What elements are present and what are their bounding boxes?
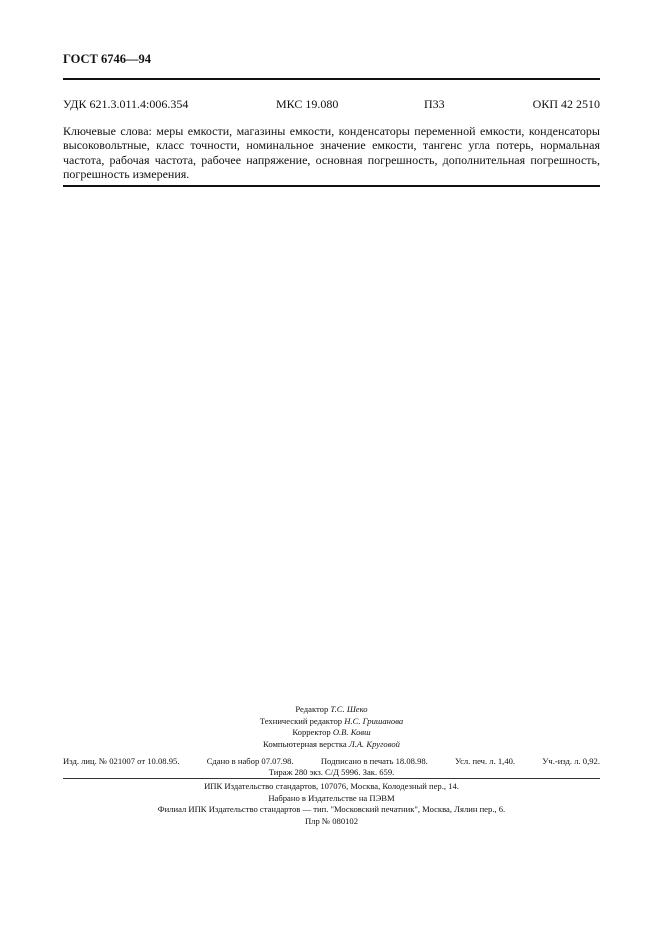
sheets-text: Усл. печ. л. 1,40. xyxy=(455,756,516,766)
license-text: Изд. лиц. № 021007 от 10.08.95. xyxy=(63,756,180,766)
run-text: Тираж 280 экз. С/Д 5996. Зак. 659. xyxy=(268,767,395,777)
okp-code: ОКП 42 2510 xyxy=(532,97,600,111)
imprint-line: Филиал ИПК Издательство стандартов — тип. "Московский печатник", Москва, Лялин пер., 6. xyxy=(157,804,506,814)
bottom-rule xyxy=(63,185,600,187)
edsheets-text: Уч.-изд. л. 0,92. xyxy=(542,756,600,766)
group-code: П33 xyxy=(424,97,445,111)
credit-proofreader: Корректор О.В. Ковш xyxy=(292,727,371,737)
credit-editor: Редактор Т.С. Шеко xyxy=(295,704,368,714)
sent-text: Сдано в набор 07.07.98. xyxy=(206,756,294,766)
udk-code: УДК 621.3.011.4:006.354 xyxy=(63,97,189,111)
standard-number: ГОСТ 6746—94 xyxy=(63,52,152,66)
top-rule xyxy=(63,78,600,80)
publishing-info xyxy=(63,756,600,778)
credits-block xyxy=(63,704,600,750)
signed-text: Подписано в печать 18.08.98. xyxy=(320,756,428,766)
mks-code: МКС 19.080 xyxy=(276,97,339,111)
imprint-divider xyxy=(63,778,600,779)
keywords-paragraph: Ключевые слова: меры емкости, магазины емкости, конденсаторы переменной емкости, конденсаторы высоковольтные, класс точности, номинальное значение емкости, тангенс угла потерь, нормальная частота, рабочая частота, рабочее напряжение, основная погрешность, дополнительная погрешность, погрешность измерения. xyxy=(63,124,600,182)
imprint-line: ИПК Издательство стандартов, 107076, Москва, Колодезный пер., 14. xyxy=(204,781,459,791)
imprint-line: Набрано в Издательстве на ПЭВМ xyxy=(268,792,395,803)
credit-layout: Компьютерная верстка Л.А. Круговой xyxy=(263,738,400,749)
imprint-line: Плр № 080102 xyxy=(304,815,359,826)
imprint-block xyxy=(63,781,600,827)
credit-tech-editor: Технический редактор Н.С. Гришанова xyxy=(259,715,404,726)
